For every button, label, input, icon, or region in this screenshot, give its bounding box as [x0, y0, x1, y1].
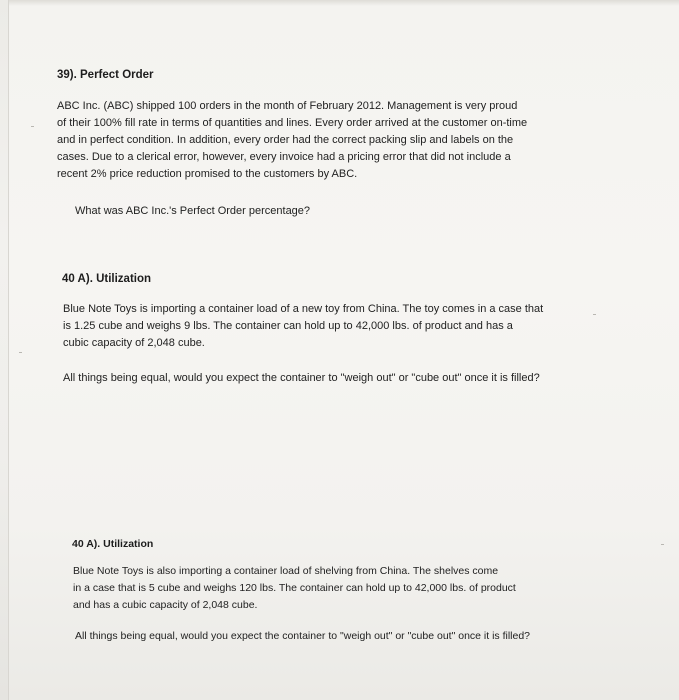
q40b-line-2: in a case that is 5 cube and weighs 120 lbs. The container can hold up to 42,000 lbs. of product	[73, 582, 516, 594]
q40b-question: All things being equal, would you expect the container to "weigh out" or "cube out" once it is filled?	[75, 630, 531, 642]
q40a-line-1: Blue Note Toys is importing a container load of a new toy from China. The toy comes in a case that	[63, 303, 544, 315]
q40b-line-3: and has a cubic capacity of 2,048 cube.	[73, 599, 258, 611]
paper-speck	[661, 544, 664, 545]
q40b-line-1: Blue Note Toys is also importing a container load of shelving from China. The shelves come	[73, 565, 499, 577]
paper-speck	[19, 352, 22, 353]
q40b-title: 40 A). Utilization	[72, 538, 154, 550]
q40a-question: All things being equal, would you expect the container to "weigh out" or "cube out" once it is filled?	[63, 372, 540, 384]
q39-title: 39). Perfect Order	[57, 69, 154, 81]
q39-line-5: recent 2% price reduction promised to the customers by ABC.	[57, 168, 358, 180]
q40a-paragraph	[63, 301, 543, 352]
paper-sheet	[8, 0, 679, 700]
paper-speck	[593, 314, 596, 315]
paper-speck	[31, 126, 34, 127]
paper-top-edge	[9, 0, 679, 6]
q39-line-1: ABC Inc. (ABC) shipped 100 orders in the month of February 2012. Management is very proud	[57, 100, 518, 112]
q39-line-2: of their 100% fill rate in terms of quantities and lines. Every order arrived at the customer on-time	[57, 117, 528, 129]
q40b-paragraph	[73, 563, 516, 614]
q40a-line-2: is 1.25 cube and weighs 9 lbs. The container can hold up to 42,000 lbs. of product and has a	[63, 320, 513, 332]
q39-line-4: cases. Due to a clerical error, however, every invoice had a pricing error that did not include a	[57, 151, 511, 163]
q39-paragraph	[57, 98, 527, 183]
q39-question: What was ABC Inc.'s Perfect Order percentage?	[75, 205, 311, 217]
q40a-title: 40 A). Utilization	[62, 273, 152, 285]
q39-line-3: and in perfect condition. In addition, every order had the correct packing slip and labels on the	[57, 134, 514, 146]
q40a-line-3: cubic capacity of 2,048 cube.	[63, 337, 205, 349]
